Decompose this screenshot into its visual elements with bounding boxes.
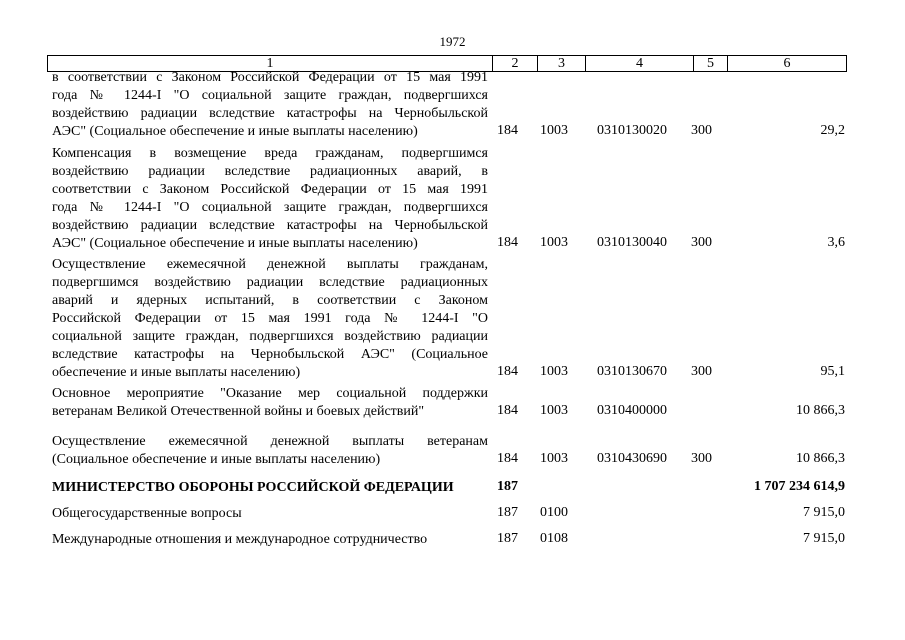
cell-amount: 10 866,3 (796, 451, 845, 466)
description-line: воздействию радиации вследствие катастрофы на Чернобыльской (52, 218, 488, 233)
column-header-5: 5 (694, 56, 728, 71)
description-line: ветеранам Великой Отечественной войны и боевых действий" (52, 404, 425, 419)
cell-target-code: 0310400000 (597, 403, 667, 418)
row-description (52, 505, 488, 523)
cell-section-code: 0100 (540, 505, 568, 520)
description-line: соответствии с Законом Российской Федерации от 15 мая 1991 (52, 182, 488, 197)
cell-section-code: 1003 (540, 235, 568, 250)
cell-ministry-code: 184 (497, 451, 518, 466)
description-line: Российской Федерации от 15 мая 1991 года № 1244-I "О (52, 311, 488, 326)
cell-amount: 95,1 (820, 364, 845, 379)
cell-target-code: 0310130020 (597, 123, 667, 138)
cell-amount: 10 866,3 (796, 403, 845, 418)
column-header-3: 3 (538, 56, 586, 71)
cell-target-code: 0310130670 (597, 364, 667, 379)
cell-target-code: 0310430690 (597, 451, 667, 466)
cell-section-code: 1003 (540, 403, 568, 418)
page-number: 1972 (439, 34, 466, 49)
cell-expense-type: 300 (691, 364, 712, 379)
row-description (52, 69, 488, 141)
description-line: Общегосударственные вопросы (52, 506, 242, 521)
cell-section-code: 1003 (540, 364, 568, 379)
cell-amount: 29,2 (820, 123, 845, 138)
description-line: подвергшимся воздействию радиации вследствие радиационных (52, 275, 488, 290)
cell-ministry-code: 187 (497, 531, 518, 546)
description-line: Осуществление ежемесячной денежной выплаты гражданам, (52, 257, 488, 272)
description-line: в соответствии с Законом Российской Федерации от 15 мая 1991 (52, 70, 488, 85)
row-description (52, 479, 488, 497)
cell-ministry-code: 184 (497, 403, 518, 418)
cell-ministry-code: 184 (497, 364, 518, 379)
description-line: аварий и ядерных испытаний, в соответствии с Законом (52, 293, 488, 308)
description-line: Компенсация в возмещение вреда гражданам, подвергшимся (52, 146, 488, 161)
row-description (52, 145, 488, 253)
cell-section-code: 1003 (540, 123, 568, 138)
cell-section-code: 0108 (540, 531, 568, 546)
cell-section-code: 1003 (540, 451, 568, 466)
description-line: вследствие катастрофы на Чернобыльской АЭС" (Социальное (52, 347, 488, 362)
cell-amount: 7 915,0 (803, 531, 845, 546)
description-line: (Социальное обеспечение и иные выплаты населению) (52, 452, 381, 467)
description-line: Осуществление ежемесячной денежной выплаты ветеранам (52, 434, 488, 449)
column-header-6: 6 (783, 56, 791, 71)
description-line: Международные отношения и международное сотрудничество (52, 532, 428, 547)
cell-expense-type: 300 (691, 451, 712, 466)
cell-ministry-code: 187 (497, 479, 518, 494)
description-line: обеспечение и иные выплаты населению) (52, 365, 301, 380)
description-line: воздействию радиации вследствие радиационных аварий, в (52, 164, 488, 179)
description-line: МИНИСТЕРСТВО ОБОРОНЫ РОССИЙСКОЙ ФЕДЕРАЦИИ (52, 480, 454, 495)
cell-expense-type: 300 (691, 123, 712, 138)
cell-ministry-code: 184 (497, 123, 518, 138)
column-header-4: 4 (586, 56, 694, 71)
column-header-2: 2 (493, 56, 538, 71)
row-description (52, 531, 488, 549)
description-line: АЭС" (Социальное обеспечение и иные выплаты населению) (52, 236, 418, 251)
description-line: Основное мероприятие "Оказание мер социальной поддержки (52, 386, 488, 401)
row-description (52, 385, 488, 421)
cell-amount: 3,6 (827, 235, 845, 250)
cell-ministry-code: 184 (497, 235, 518, 250)
cell-target-code: 0310130040 (597, 235, 667, 250)
row-description (52, 256, 488, 382)
description-line: года № 1244-I "О социальной защите граждан, подвергшихся (52, 200, 488, 215)
cell-amount: 1 707 234 614,9 (754, 479, 845, 494)
description-line: года № 1244-I "О социальной защите граждан, подвергшихся (52, 88, 488, 103)
description-line: социальной защите граждан, подвергшихся воздействию радиации (52, 329, 488, 344)
description-line: АЭС" (Социальное обеспечение и иные выплаты населению) (52, 124, 418, 139)
cell-ministry-code: 187 (497, 505, 518, 520)
column-header-1: 1 (48, 56, 493, 71)
cell-amount: 7 915,0 (803, 505, 845, 520)
cell-expense-type: 300 (691, 235, 712, 250)
description-line: воздействию радиации вследствие катастрофы на Чернобыльской (52, 106, 488, 121)
row-description (52, 433, 488, 469)
